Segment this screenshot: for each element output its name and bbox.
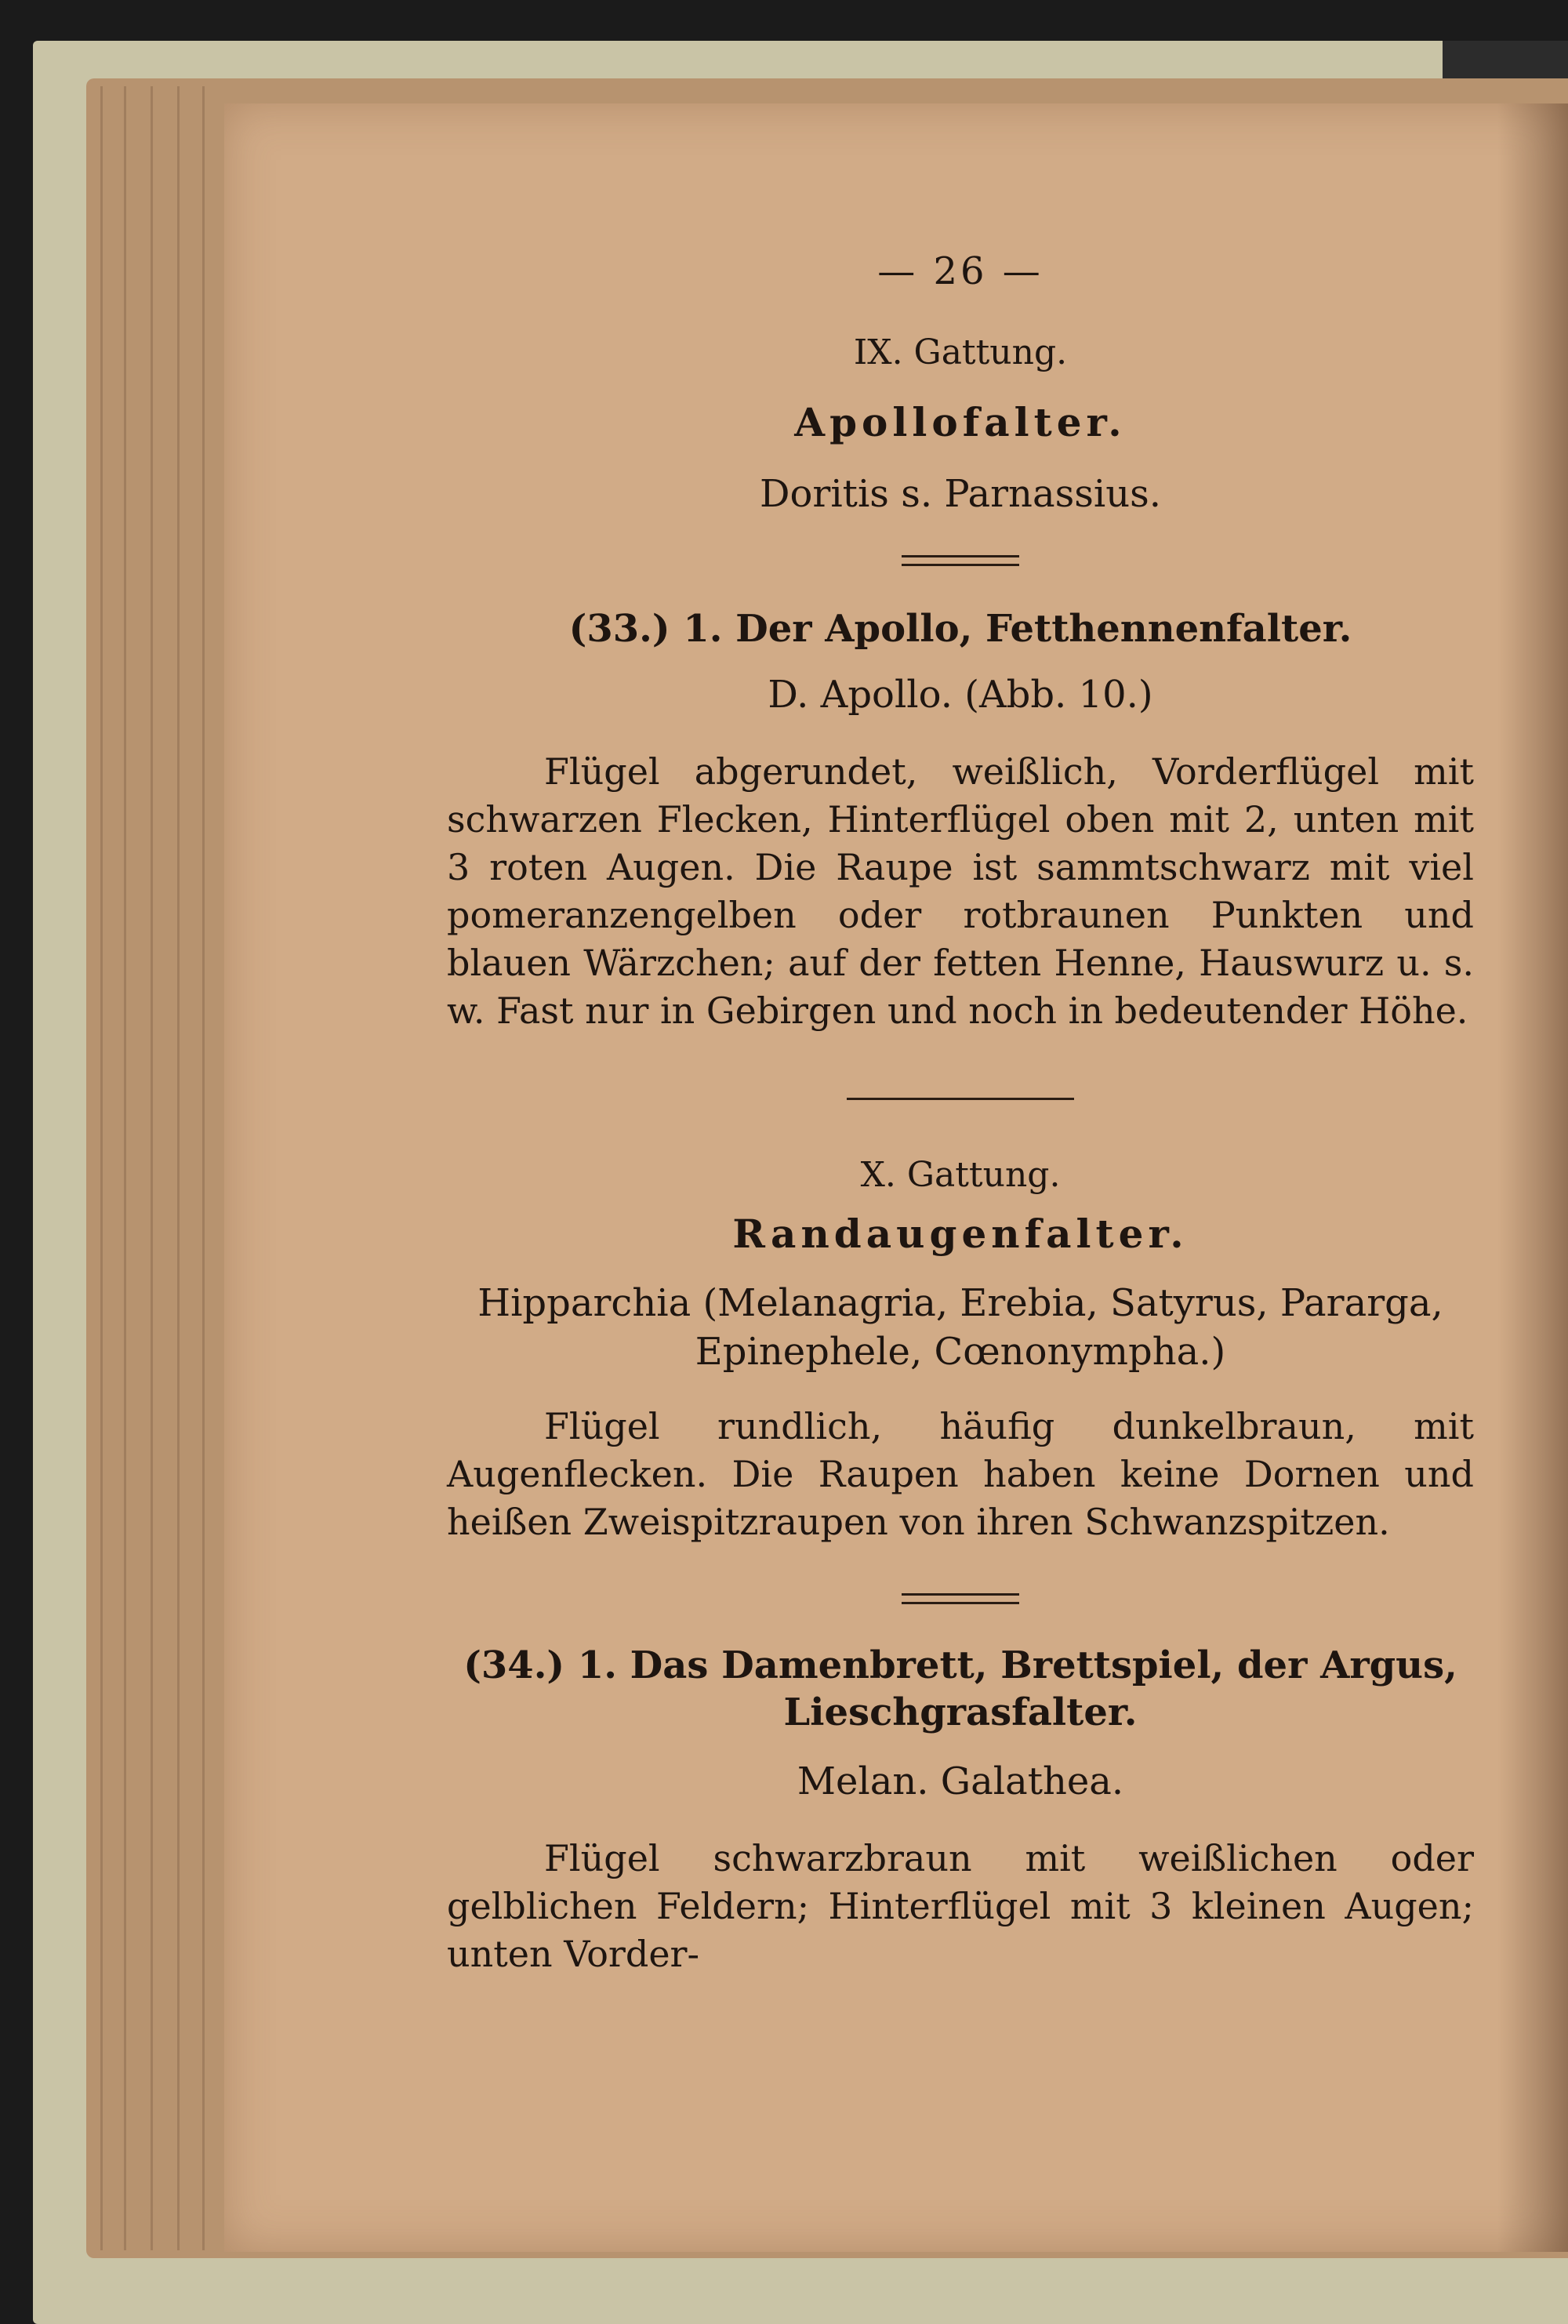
genus-heading: IX. Gattung. xyxy=(853,332,1068,372)
page-edge xyxy=(177,86,180,2250)
page-edge xyxy=(151,86,153,2250)
species-latin-name: Melan. Galathea. xyxy=(797,1759,1124,1803)
species-description: Flügel schwarzbraun mit weißlichen oder gelblichen Feldern; Hinterflügel mit 3 kleinen Augen; unten Vorder- xyxy=(447,1837,1474,1975)
species-title: (33.) 1. Der Apollo, Fetthennenfalter. xyxy=(568,607,1352,651)
page-edge xyxy=(100,86,103,2250)
species-latin-name: D. Apollo. (Abb. 10.) xyxy=(768,673,1153,717)
genus-name: Randaugenfalter. xyxy=(732,1211,1189,1257)
double-rule xyxy=(902,555,1019,566)
section-divider xyxy=(847,1098,1074,1100)
page-gutter xyxy=(1497,103,1568,2252)
page-edge xyxy=(202,86,205,2250)
page-number: — 26 — xyxy=(877,249,1044,293)
genus-latin-name: Hipparchia (Melanagria, Erebia, Satyrus, Pararga, Epinephele, Cœnonympha.) xyxy=(477,1281,1443,1374)
double-rule xyxy=(902,1593,1019,1604)
species-description: Flügel abgerundet, weißlich, Vorderflügel mit schwarzen Flecken, Hinterflügel oben mit 2, unten mit 3 roten Augen. Die Raupe ist sammtschwarz mit viel pomeranzengelben oder rotbraunen Punkten und blauen Wärzchen; auf der fetten Henne, Hauswurz u. s. w. Fast nur in Gebirgen und noch in bedeutender Höhe. xyxy=(447,750,1474,1032)
genus-latin-name: Doritis s. Parnassius. xyxy=(759,472,1161,516)
genus-name: Apollofalter. xyxy=(794,399,1127,445)
page-text xyxy=(447,235,1474,1978)
genus-description: Flügel rundlich, häufig dunkelbraun, mit Augenflecken. Die Raupen haben keine Dornen und heißen Zweispitzraupen von ihren Schwanzspitzen. xyxy=(447,1405,1474,1543)
species-title: (34.) 1. Das Damenbrett, Brettspiel, der Argus, Lieschgrasfalter. xyxy=(463,1643,1457,1734)
page-edge xyxy=(124,86,126,2250)
genus-heading: X. Gattung. xyxy=(860,1155,1061,1195)
